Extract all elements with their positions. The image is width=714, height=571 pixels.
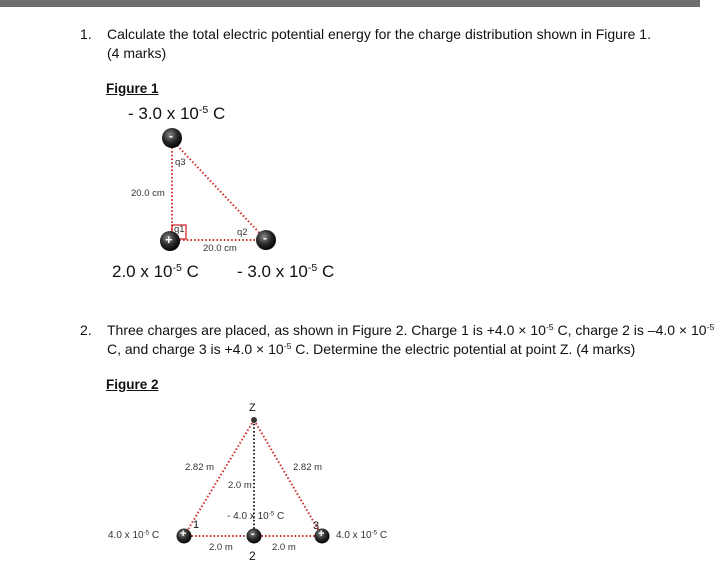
figure-2-charge-3-label: 3 xyxy=(313,520,320,532)
figure-1-q2-label: q2 xyxy=(237,227,248,238)
figure-1-label: Figure 1 xyxy=(106,81,159,96)
figure-1-vertical-distance: 20.0 cm xyxy=(131,188,165,199)
question-1-number: 1. xyxy=(80,26,92,42)
figure-2-left-base-length: 2.0 m xyxy=(209,542,233,553)
figure-2-point-z-dot xyxy=(251,417,257,423)
question-2-text-line-2: C, and charge 3 is $+4.0 \times 10^{-5}$ C. Determine the electric potential at point Z. (4 marks) xyxy=(107,341,636,357)
figure-2-charge-2-sign: - xyxy=(251,528,255,540)
figure-2-charge-1-label: 1 xyxy=(193,519,200,531)
figure-2-charge-3-sign: + xyxy=(318,528,325,540)
question-2-text-line-1: Three charges are placed, as shown in Figure 2. Charge 1 is $+4.0 \times 10^{-5}$ C, charge 2 is $-4.0 \times 10^{-5}$ xyxy=(107,322,714,338)
question-1-text-line-1: Calculate the total electric potential energy for the charge distribution shown in Figure 1. xyxy=(107,26,651,42)
figure-1-left-charge-sign: + xyxy=(165,232,173,247)
figure-1-top-charge-value: - 3.0 x $10^{-5}$ C xyxy=(128,104,226,123)
figure-2-left-charge-value: 4.0 x $10^{-5}$ C xyxy=(108,529,160,541)
figure-2-charge-1-sign: + xyxy=(180,528,187,540)
figure-2-charge-2-label: 2 xyxy=(249,549,256,563)
figure-2-right-charge-value: 4.0 x $10^{-5}$ C xyxy=(336,529,388,541)
figure-1-top-charge-sign: - xyxy=(169,129,173,143)
figure-1-q3-label: q3 xyxy=(175,157,186,168)
figure-2-right-side-length: 2.82 m xyxy=(293,462,323,473)
figure-2-middle-charge-value: - 4.0 x $10^{-5}$ C xyxy=(227,510,285,522)
figure-1-right-charge-sign: - xyxy=(263,231,267,245)
figure-1-horizontal-distance: 20.0 cm xyxy=(203,243,237,254)
figure-1-left-charge-value: 2.0 x $10^{-5}$ C xyxy=(112,262,199,281)
figure-1-right-charge-value: - 3.0 x $10^{-5}$ C xyxy=(237,262,335,281)
figure-2-height-length: 2.0 m xyxy=(228,480,252,491)
figure-2-left-side-length: 2.82 m xyxy=(185,462,215,473)
figure-2-label: Figure 2 xyxy=(106,377,159,392)
question-1-text-line-2: (4 marks) xyxy=(107,45,167,61)
question-2-number: 2. xyxy=(80,322,92,338)
figure-1-q1-label: q1 xyxy=(174,224,185,235)
figure-2-point-z-label: Z xyxy=(249,402,256,414)
figure-2-right-base-length: 2.0 m xyxy=(272,542,296,553)
